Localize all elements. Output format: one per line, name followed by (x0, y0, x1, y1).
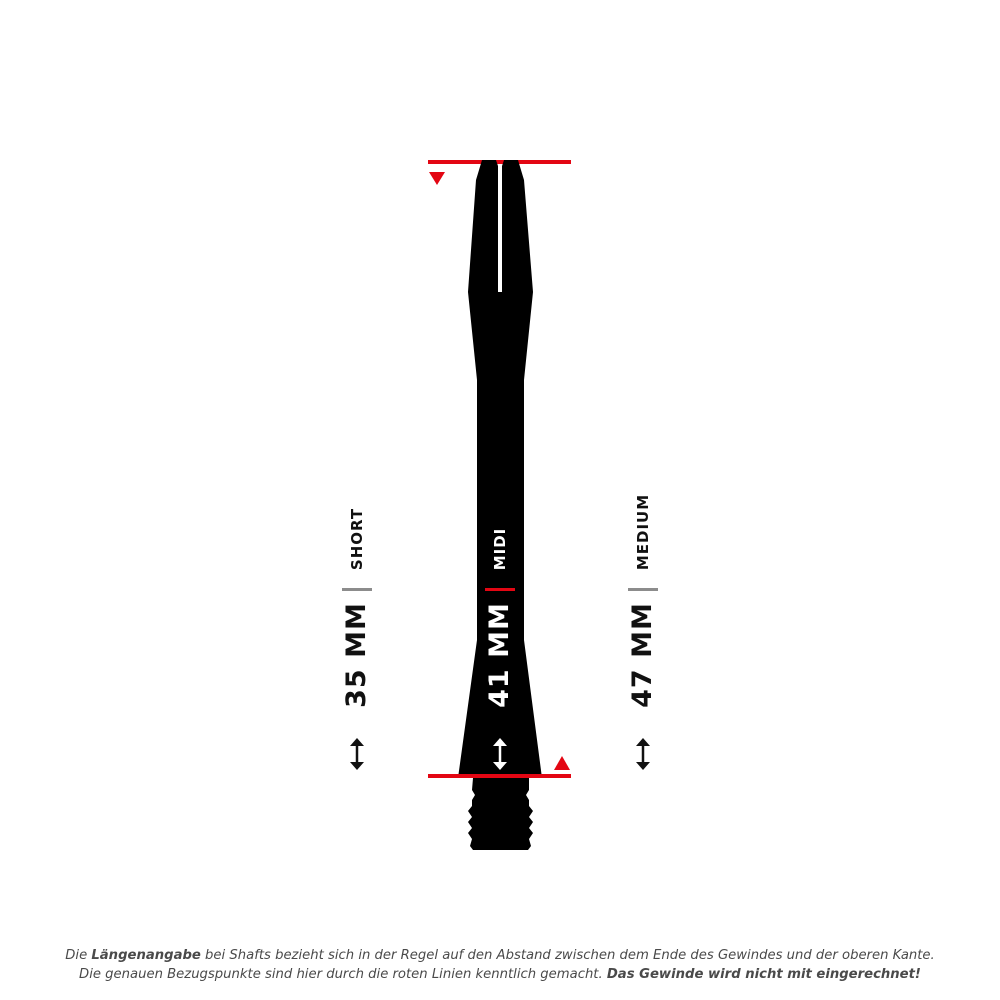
medium-size-length: 47 MM (627, 602, 658, 708)
midi-size-name: MIDI (491, 527, 509, 571)
caption-line-2 (20, 965, 980, 985)
shaft-thread (468, 778, 533, 850)
short-size-name: SHORT (348, 507, 366, 571)
short-size-length: 35 MM (341, 602, 372, 708)
caption-line2-text: Die genauen Bezugspunkte sind hier durch die roten Linien kenntlich gemacht. (79, 967, 607, 982)
medium-size-name: MEDIUM (634, 493, 652, 571)
short-length-arrow-icon (350, 738, 364, 770)
caption-line1-rest: bei Shafts bezieht sich in der Regel auf den Abstand zwischen dem Ende des Gewindes und der oberen Kante. (200, 948, 935, 963)
caption-line1-text: Die (65, 948, 92, 963)
bottom-reference-arrow (554, 756, 570, 770)
medium-length-arrow-icon (636, 738, 650, 770)
top-reference-line (428, 160, 571, 164)
midi-size-length: 41 MM (484, 602, 515, 708)
top-reference-arrow (429, 172, 445, 185)
bottom-reference-line (428, 774, 571, 778)
caption-line-1 (20, 946, 980, 966)
medium-separator (628, 588, 658, 591)
caption-line2-bold: Das Gewinde wird nicht mit eingerechnet! (606, 967, 921, 982)
caption-line1-bold: Längenangabe (91, 948, 201, 963)
